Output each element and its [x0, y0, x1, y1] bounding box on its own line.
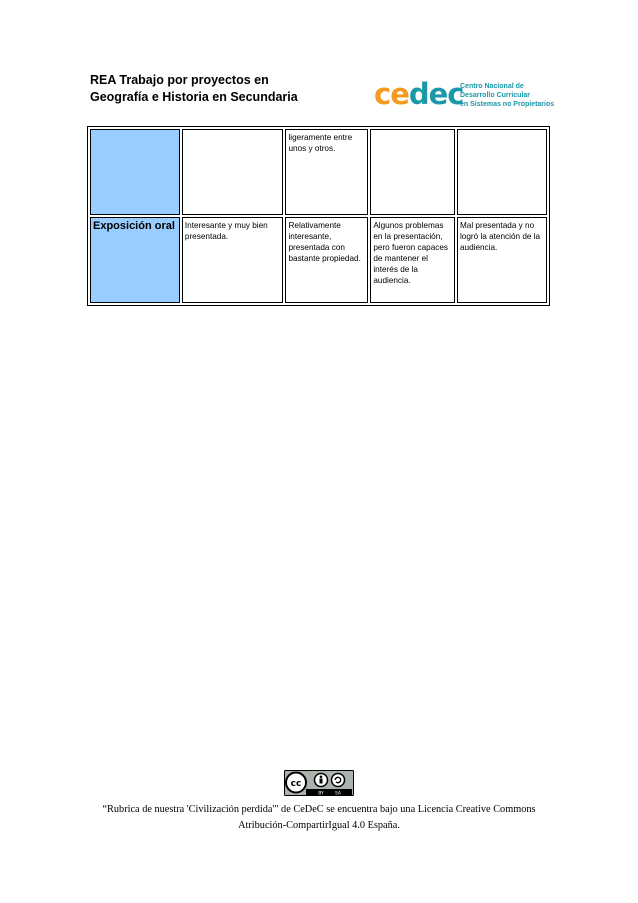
- document-header-title: [90, 72, 360, 106]
- table-row: [90, 129, 547, 215]
- rubric-cell: [370, 129, 455, 215]
- rubric-cell: [457, 129, 547, 215]
- table-row: [90, 217, 547, 303]
- license-footer-line2: Atribución-CompartirIgual 4.0 España.: [238, 820, 400, 831]
- cc-by-sa-badge: [284, 770, 354, 796]
- rubric-table: [87, 126, 550, 306]
- criterion-label-cell: [90, 129, 180, 215]
- cc-badge-by-text: BY: [318, 791, 324, 796]
- cc-badge-sa-text: SA: [334, 791, 342, 796]
- rubric-cell: Mal presentada y no logró la atención de la audiencia.: [457, 217, 547, 303]
- header-title-line1: REA Trabajo por proyectos en: [90, 73, 269, 87]
- cedec-logo-caption: Centro Nacional de Desarrollo Curricular en Sistemas no Propietarios: [460, 83, 555, 108]
- cedec-logo: [374, 77, 564, 112]
- header-title-line2: Geografía e Historia en Secundaria: [90, 90, 298, 104]
- rubric-cell: ligeramente entre unos y otros.: [285, 129, 368, 215]
- sa-share-alike-icon: [332, 774, 345, 787]
- license-footer-line1: “Rubrica de nuestra 'Civilización perdida'" de CeDeC se encuentra bajo una Licencia Creative Commons: [102, 804, 536, 815]
- cc-badge-cc-text: cc: [290, 779, 302, 789]
- license-footer: [60, 802, 578, 834]
- rubric-cell: Relativamente interesante, presentada con bastante propiedad.: [285, 217, 368, 303]
- cedec-logo-word: cedec: [374, 77, 464, 111]
- rubric-cell: [182, 129, 284, 215]
- criterion-label-cell: Exposición oral: [90, 217, 180, 303]
- rubric-cell: Interesante y muy bien presentada.: [182, 217, 284, 303]
- rubric-cell: Algunos problemas en la presentación, pero fueron capaces de mantener el interés de la audiencia.: [370, 217, 455, 303]
